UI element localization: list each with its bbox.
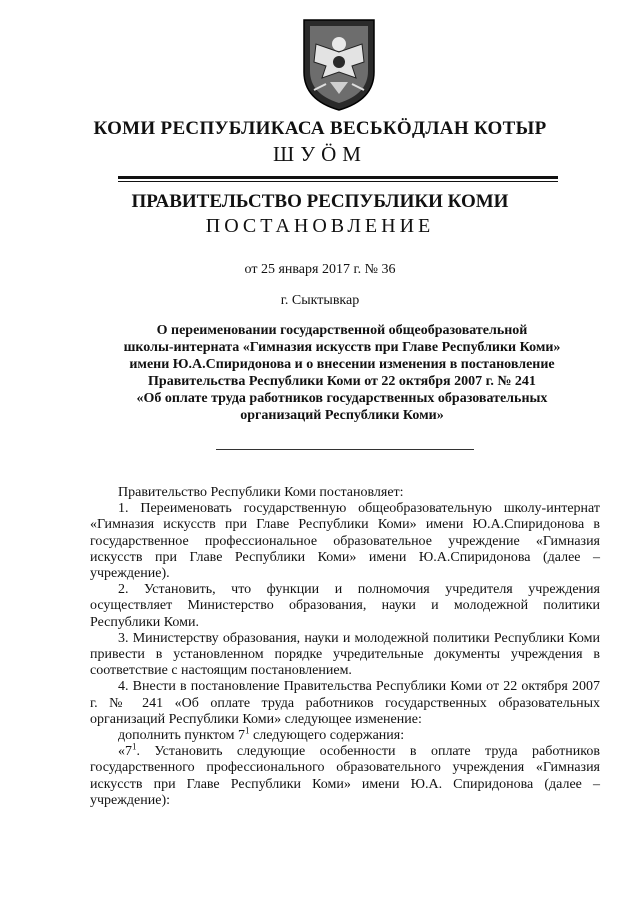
paragraph-2: 2. Установить, что функции и полномочия учредителя учреждения осуществляет Министерство образования, науки и молодежной политики Республики Коми. <box>90 582 600 630</box>
header-divider-thin <box>118 181 558 182</box>
paragraph-7-1-text: . Установить следующие особенности в оплате труда работников государственного профессионального образовательного учреждения «Гимназия искусств при Главе Республики Коми» имени Ю.А. Спиридонова (далее – учреждение): <box>90 744 600 808</box>
title-line: организаций Республики Коми» <box>240 408 444 423</box>
paragraph-4: 4. Внести в постановление Правительства Республики Коми от 22 октября 2007 г. № 241 «Об оплате труда работников государственных образовательных организаций Республики Коми» следующее изменение: <box>90 679 600 727</box>
document-city: г. Сыктывкар <box>280 293 360 308</box>
title-underline <box>216 449 474 450</box>
superscript: 1 <box>245 725 250 736</box>
resolution-title <box>112 322 572 424</box>
addition-text-after: следующего содержания: <box>249 728 405 744</box>
coat-of-arms-emblem-icon <box>300 14 378 112</box>
komi-government-heading: КОМИ РЕСПУБЛИКАСА ВЕСЬКӦДЛАН КОТЫР <box>93 118 547 139</box>
title-line: О переименовании государственной общеобразовательной <box>156 323 528 338</box>
title-line: школы-интерната «Гимназия искусств при Главе Республики Коми» <box>123 340 561 355</box>
document-date: от 25 января 2017 г. № 36 <box>244 262 396 277</box>
addition-text-before: дополнить пунктом 7 <box>118 728 246 744</box>
superscript: 1 <box>132 741 137 752</box>
title-line: имени Ю.А.Спиридонова и о внесении изменения в постановление <box>129 357 555 372</box>
government-heading: ПРАВИТЕЛЬСТВО РЕСПУБЛИКИ КОМИ <box>131 191 509 212</box>
title-line: Правительства Республики Коми от 22 октября 2007 г. № 241 <box>148 374 536 389</box>
postanovlenie-heading: ПОСТАНОВЛЕНИЕ <box>205 215 435 237</box>
header-divider-thick <box>118 176 558 179</box>
intro-paragraph: Правительство Республики Коми постановляет: <box>118 485 404 500</box>
paragraph-7-1 <box>90 741 600 809</box>
quote-number: «7 <box>118 744 132 760</box>
paragraph-4-addition <box>90 725 600 744</box>
document-body <box>90 485 600 809</box>
title-line: «Об оплате труда работников государственных образовательных <box>136 391 548 406</box>
paragraph-3: 3. Министерству образования, науки и молодежной политики Республики Коми привести в установленном порядке учредительные документы учреждения в соответствие с настоящим постановлением. <box>90 630 600 679</box>
shuom-heading: ШУӦМ <box>273 142 367 166</box>
paragraph-1: 1. Переименовать государственную общеобразовательную школу-интернат «Гимназия искусств при Главе Республики Коми» имени Ю.А.Спиридонова в государственное профессиональное образовательное учреждение «Гимназия искусств при Главе Республики Коми» имени Ю.А.Спиридонова (далее – учреждение). <box>90 501 600 582</box>
